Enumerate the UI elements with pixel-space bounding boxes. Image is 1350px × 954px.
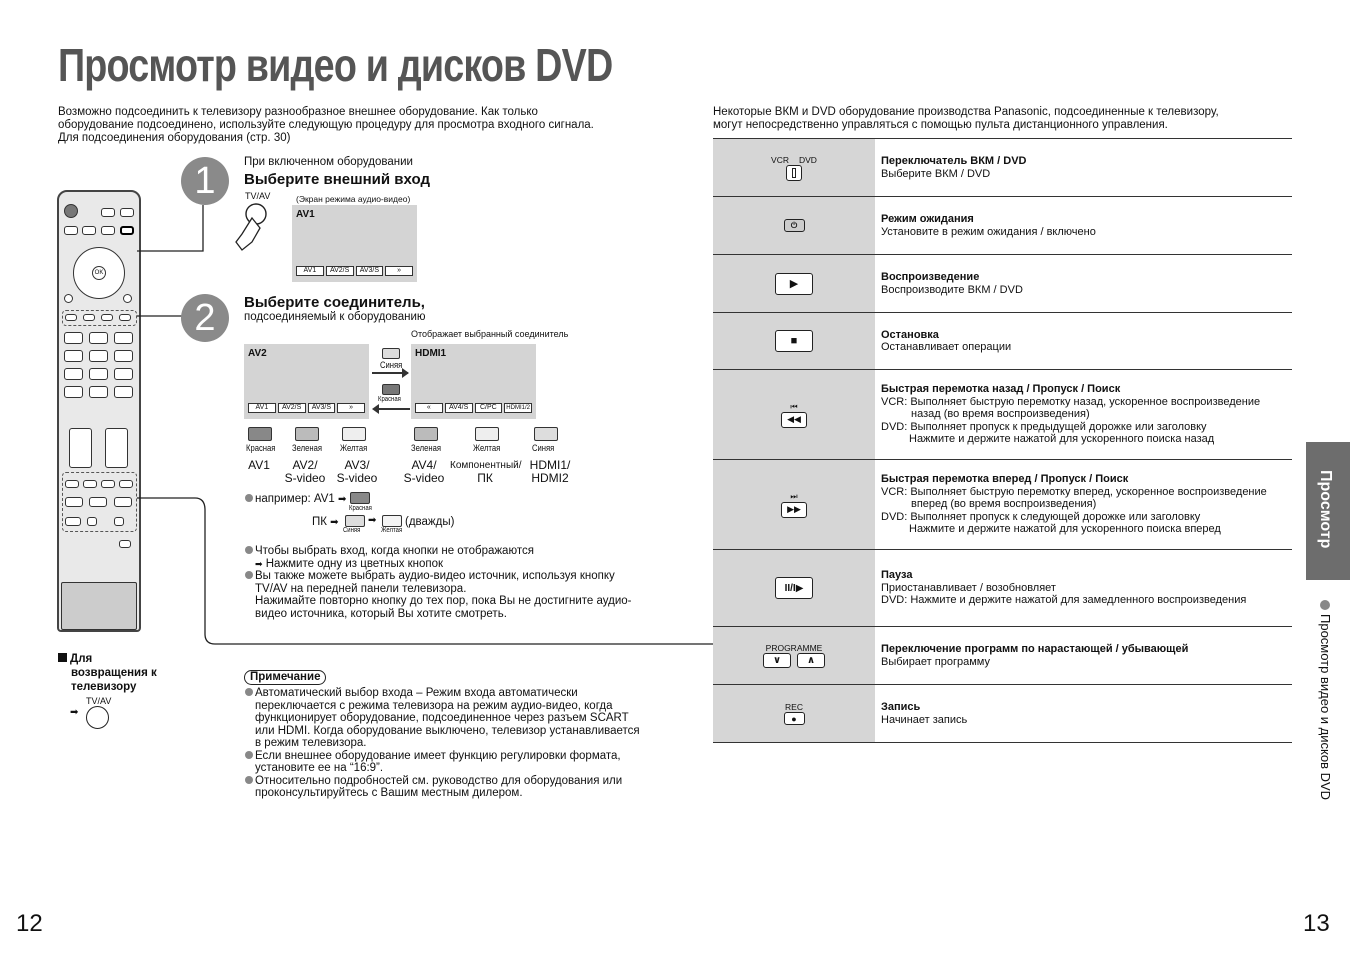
table-icon-cell [713,370,875,459]
source-svideo: S-video [284,471,326,485]
table-icon-cell [713,460,875,549]
step-1-pre: При включенном оборудовании [244,156,413,168]
source-label [401,459,447,485]
play-icon: ▶ [775,273,813,295]
switch-button [786,165,802,181]
note-line [245,545,645,558]
note-text: Нажмите одну из цветных кнопок [265,557,444,570]
step-1-badge: 1 [181,157,229,205]
bullet-dot [1320,600,1330,610]
row-text: VCR: Выполняет быструю перемотку вперед, ускоренное воспроизведение [881,485,1267,498]
skip-forward-icon: ⏭ [790,491,798,501]
source-av3: AV3/ [344,458,370,472]
programme-label: PROGRAMME [765,643,823,653]
note-text: Чтобы выбрать вход, когда кнопки не отображаются [255,545,534,557]
channel-down-icon: ∨ [763,653,791,668]
step-2-badge: 2 [181,294,229,342]
input-tab: » [337,403,365,413]
tv-av-label: TV/AV [245,191,271,201]
swatch-yellow [382,515,402,527]
table-text-cell [875,550,1292,626]
table-icon-cell [713,255,875,312]
rec-icon: ● [784,712,805,725]
swatch-label: Желтая [340,443,368,453]
source-av4: AV4/ [411,458,437,472]
note-text: Вы также можете выбрать аудио-видео источник, используя кнопку [255,570,615,582]
row-title: Переключатель ВКМ / DVD [881,155,1027,167]
swatch-blue [345,515,365,527]
table-icon-cell [713,139,875,196]
table-text-cell [875,370,1292,459]
arrow-left-icon [374,408,410,410]
square-icon [58,653,67,662]
note-line: видео источника, который Вы хотите смотреть. [255,607,507,620]
section-tab [1306,442,1350,580]
step-2-sub: подсоединяемый к оборудованию [244,311,426,323]
pc-example [312,516,339,528]
swatch-label: Зеленая [411,443,441,453]
programme-buttons [763,653,825,668]
input-tabs [296,266,413,276]
screen-input-label: HDMI1 [415,348,447,359]
ok-button: OK [92,266,106,280]
dvd-label: DVD [799,154,817,165]
note-line: переключается с режима телевизора на режим аудио-видео, когда [255,699,613,712]
pause-icon: II/I▶ [775,577,813,599]
swatch-label: Синяя [343,527,361,534]
table-row [713,197,1292,255]
row-title: Запись [881,701,921,713]
swatch-red [248,427,272,441]
note-line [245,558,645,571]
step-2-heading: Выберите соединитель, [244,294,425,311]
stop-icon: ■ [775,330,813,352]
bullet-dot [245,688,253,696]
input-tab: AV4/S [445,403,473,413]
source-label [282,459,328,485]
source-svideo: S-video [336,471,378,485]
bullet-dot [245,751,253,759]
arrow-icon: ➡ [255,558,263,569]
row-text: Выбирает программу [881,655,990,668]
page-number-right: 13 [1303,910,1330,937]
pc-label: ПК [312,516,327,528]
table-icon-cell [713,627,875,684]
table-text-cell [875,197,1292,254]
screen-av2 [244,344,369,419]
row-text: DVD: Нажмите и держите нажатой для замедленного воспроизведения [881,594,1247,607]
table-row [713,370,1292,460]
row-text: VCR: Выполняет быструю перемотку назад, ускоренное воспроизведение [881,395,1261,408]
vcr-dvd-control-table [713,138,1292,743]
blue-button-swatch [382,348,400,359]
input-tab: « [415,403,443,413]
swatch-label: Желтая [381,527,403,534]
row-text: Приостанавливает / возобновляет [881,581,1056,594]
table-row [713,139,1292,197]
row-text: Воспроизводите ВКМ / DVD [881,283,1023,296]
intro-line: Возможно подсоединить к телевизору разнообразное внешнее оборудование. Как только [58,106,538,118]
note-line: функционирует оборудование, подсоединенное через разъем SCART [255,712,629,724]
note-line [245,750,645,763]
row-title: Быстрая перемотка назад / Пропуск / Поиск [881,383,1121,396]
input-tab: AV1 [296,266,324,276]
note-line: в режим телевизора. [255,737,367,749]
input-tab: AV2/S [326,266,354,276]
table-row [713,685,1292,743]
row-title: Переключение программ по нарастающей / убывающей [881,643,1189,655]
note-text: Автоматический выбор входа – Режим входа автоматически [255,687,578,699]
example-text: например: AV1 [255,493,335,505]
red-button-swatch [382,384,400,395]
return-line [58,652,157,666]
arrow-icon: ➡ [70,707,79,718]
row-text: назад (во время воспроизведения) [911,408,1090,421]
tv-av-button-icon [86,706,109,729]
blue-label: Синяя [380,360,403,370]
skip-back-icon: ⏮ [790,401,798,411]
red-label: Красная [378,396,401,403]
row-text: DVD: Выполняет пропуск к предыдущей дорожке или заголовку [881,420,1207,433]
intro-line: Для подсоединения оборудования (стр. 30) [58,132,291,144]
rec-label: REC [785,702,803,712]
row-title: Пауза [881,569,913,582]
table-row [713,313,1292,370]
bullet-dot [245,776,253,784]
swatch-label: Синяя [532,443,555,453]
arrow-head [372,404,379,414]
standby-icon: ⏻ [784,219,805,232]
note-text: Если внешнее оборудование имеет функцию регулировки формата, [255,749,621,762]
row-title: Режим ожидания [881,213,974,225]
source-av2: AV2/ [292,458,318,472]
table-text-cell [875,313,1292,369]
vcr-label: VCR [771,154,789,165]
note-block [245,687,645,800]
arrow-icon: ➡ [368,515,377,526]
return-line: телевизору [71,681,137,693]
return-line: возвращения к [71,667,157,679]
row-text: DVD: Выполняет пропуск к следующей дорожке или заголовку [881,510,1201,523]
source-av1: AV1 [248,458,270,472]
pointer-note: Отображает выбранный соединитель [411,329,569,339]
input-tab: AV3/S [356,266,384,276]
row-title: Быстрая перемотка вперед / Пропуск / Поиск [881,473,1129,486]
source-label [334,459,380,485]
swatch-red [350,492,370,504]
note-line: проконсультируйтесь с Вашим местным дилером. [255,787,523,799]
notes-block [245,545,645,620]
arrow-icon: ➡ [330,517,339,528]
note-line: установите ее на “16:9”. [255,762,384,774]
bullet-dot [245,494,253,502]
swatch-label: Зеленая [292,443,322,453]
row-text: Нажмите и держите нажатой для ускоренного поиска вперед [909,523,1221,536]
table-icon-cell [713,685,875,742]
example-line [245,493,346,505]
intro-right-line: могут непосредственно управляться с помощью пульта дистанционного управления. [713,119,1168,131]
row-text: Нажмите и держите нажатой для ускоренного поиска назад [909,433,1215,446]
tv-av-label: TV/AV [86,696,112,706]
intro-line: оборудование подсоединено, используйте следующую процедуру для просмотра входного сигнала. [58,119,594,131]
twice-label: (дважды) [405,516,455,528]
input-tab: HDMI1/2 [504,403,532,413]
source-pc: ПК [477,471,493,485]
vcr-dvd-switch-icon [771,155,817,165]
table-text-cell [875,685,1292,742]
section-subtitle-text: Просмотр видео и дисков DVD [1318,614,1333,801]
connector-line [137,205,203,251]
bullet-dot [245,571,253,579]
hand-press-icon [232,202,272,252]
table-text-cell [875,139,1292,196]
input-tabs [248,403,365,413]
source-label [450,459,520,485]
table-text-cell [875,460,1292,549]
av-mode-screen [292,205,417,282]
source-component: Компонентный/ [450,460,522,471]
note-line: или HDMI. Когда оборудование выключено, телевизор устанавливается [255,724,640,737]
row-title: Воспроизведение [881,271,980,283]
row-text: Начинает запись [881,713,968,726]
return-to-tv [58,652,157,694]
note-title: Примечание [244,670,326,685]
table-text-cell [875,255,1292,312]
table-row [713,627,1292,685]
arrow-head [402,368,409,378]
table-icon-cell [713,550,875,626]
table-icon-cell [713,197,875,254]
arrow-icon: ➡ [337,494,347,505]
bullet-dot [245,546,253,554]
swatch-blue [534,427,558,441]
note-line [245,687,645,700]
table-text-cell [875,627,1292,684]
screen-caption: (Экран режима аудио-видео) [296,194,411,204]
intro-right-line: Некоторые ВКМ и DVD оборудование производства Panasonic, подсоединенные к телевизору, [713,106,1219,118]
screen-hdmi1 [411,344,536,419]
note-line [245,570,645,583]
row-text: вперед (во время воспроизведения) [911,498,1097,511]
source-hdmi1: HDMI1/ [529,458,571,472]
page-title: Просмотр видео и дисков DVD [58,39,613,91]
note-line: Нажимайте повторно кнопку до тех пор, пока Вы не достигните аудио- [255,595,632,607]
input-tab: » [385,266,413,276]
input-tab: AV1 [248,403,276,413]
section-subtitle [1318,600,1333,800]
note-line: TV/AV на передней панели телевизора. [255,582,467,595]
channel-up-icon: ∧ [797,653,825,668]
swatch-yellow [342,427,366,441]
return-text: Для [70,653,93,665]
input-tab: AV2/S [278,403,306,413]
note-text: Относительно подробностей см. руководство для оборудования или [255,774,623,787]
row-text: Останавливает операции [881,341,1012,353]
screen-input-label: AV1 [296,209,315,220]
forward-icon: ▶▶ [781,502,807,518]
intro-right-text [713,106,1293,132]
input-tab: C/PC [475,403,503,413]
table-icon-cell [713,313,875,369]
table-row [713,255,1292,313]
swatch-green [295,427,319,441]
source-hdmi2: HDMI2 [531,471,569,485]
swatch-label: Красная [246,443,276,453]
input-tab: AV3/S [308,403,336,413]
swatch-yellow [475,427,499,441]
note-line [245,775,645,788]
source-label [524,459,576,485]
table-row [713,460,1292,550]
section-tab-label: Просмотр [1317,470,1334,549]
source-svideo: S-video [403,471,445,485]
row-title: Остановка [881,328,939,341]
source-label [245,459,273,472]
rewind-icon: ◀◀ [781,412,807,428]
table-row [713,550,1292,627]
row-text: Выберите ВКМ / DVD [881,167,991,180]
input-tabs [415,403,532,413]
step-1-heading: Выберите внешний вход [244,171,430,188]
swatch-label: Желтая [473,443,501,453]
swatch-green [414,427,438,441]
screen-input-label: AV2 [248,348,267,359]
page-number-left: 12 [16,910,43,937]
swatch-label: Красная [349,505,372,512]
row-text: Установите в режим ожидания / включено [881,225,1096,238]
